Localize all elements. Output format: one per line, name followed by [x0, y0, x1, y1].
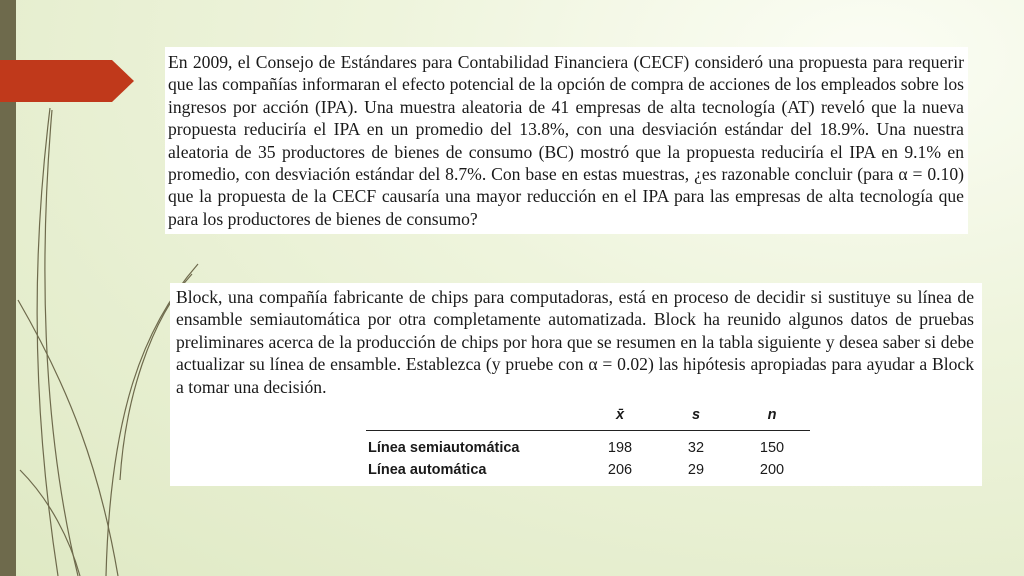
data-table	[366, 405, 810, 481]
cell-mean: 206	[607, 462, 633, 478]
cell-mean: 198	[607, 440, 633, 456]
red-arrow-banner	[0, 60, 134, 102]
table-row	[366, 459, 810, 481]
table-row	[366, 431, 810, 460]
cell-n: 200	[759, 462, 785, 478]
cell-n: 150	[759, 440, 785, 456]
row-label: Línea automática	[368, 462, 487, 478]
cell-std: 32	[687, 440, 705, 456]
problem-2-panel	[170, 283, 982, 486]
table-header-row	[366, 405, 810, 431]
header-mean: x̄	[582, 405, 658, 431]
header-std: s	[658, 405, 734, 431]
problem-1-text: En 2009, el Consejo de Estándares para Contabilidad Financiera (CECF) consideró una propuesta para requerir que las compañías informaran el efecto potencial de la opción de compra de acciones de los empleados sobre los ingresos por acción (IPA). Una muestra aleatoria de 41 empresas de alta tecnología (AT) reveló que la nueva propuesta reduciría el IPA en un promedio del 13.8%, con una desviación estándar del 18.9%. Una nuestra aleatoria de 35 productores de bienes de consumo (BC) mostró que la propuesta reduciría el IPA en 9.1% en promedio, con desviación estándar del 8.7%. Con base en estas muestras, ¿es razonable concluir (para α = 0.10) que la propuesta de la CECF causaría una mayor reducción en el IPA para las empresas de alta tecnología que para los productores de bienes de consumo?	[168, 52, 964, 229]
header-n: n	[734, 405, 810, 431]
problem-2-text: Block, una compañía fabricante de chips para computadoras, está en proceso de decidir si sustituye su línea de ensamble semiautomática por otra completamente automatizada. Block ha reunido algunos datos de pruebas preliminares acerca de la producción de chips por hora que se resumen en la tabla siguiente y desea saber si debe actualizar su línea de ensamble. Establezca (y pruebe con α = 0.02) las hipótesis apropiadas para ayudar a Block a tomar una decisión.	[176, 287, 974, 397]
row-label: Línea semiautomática	[368, 440, 520, 456]
cell-std: 29	[687, 462, 705, 478]
problem-1-panel	[165, 47, 968, 234]
